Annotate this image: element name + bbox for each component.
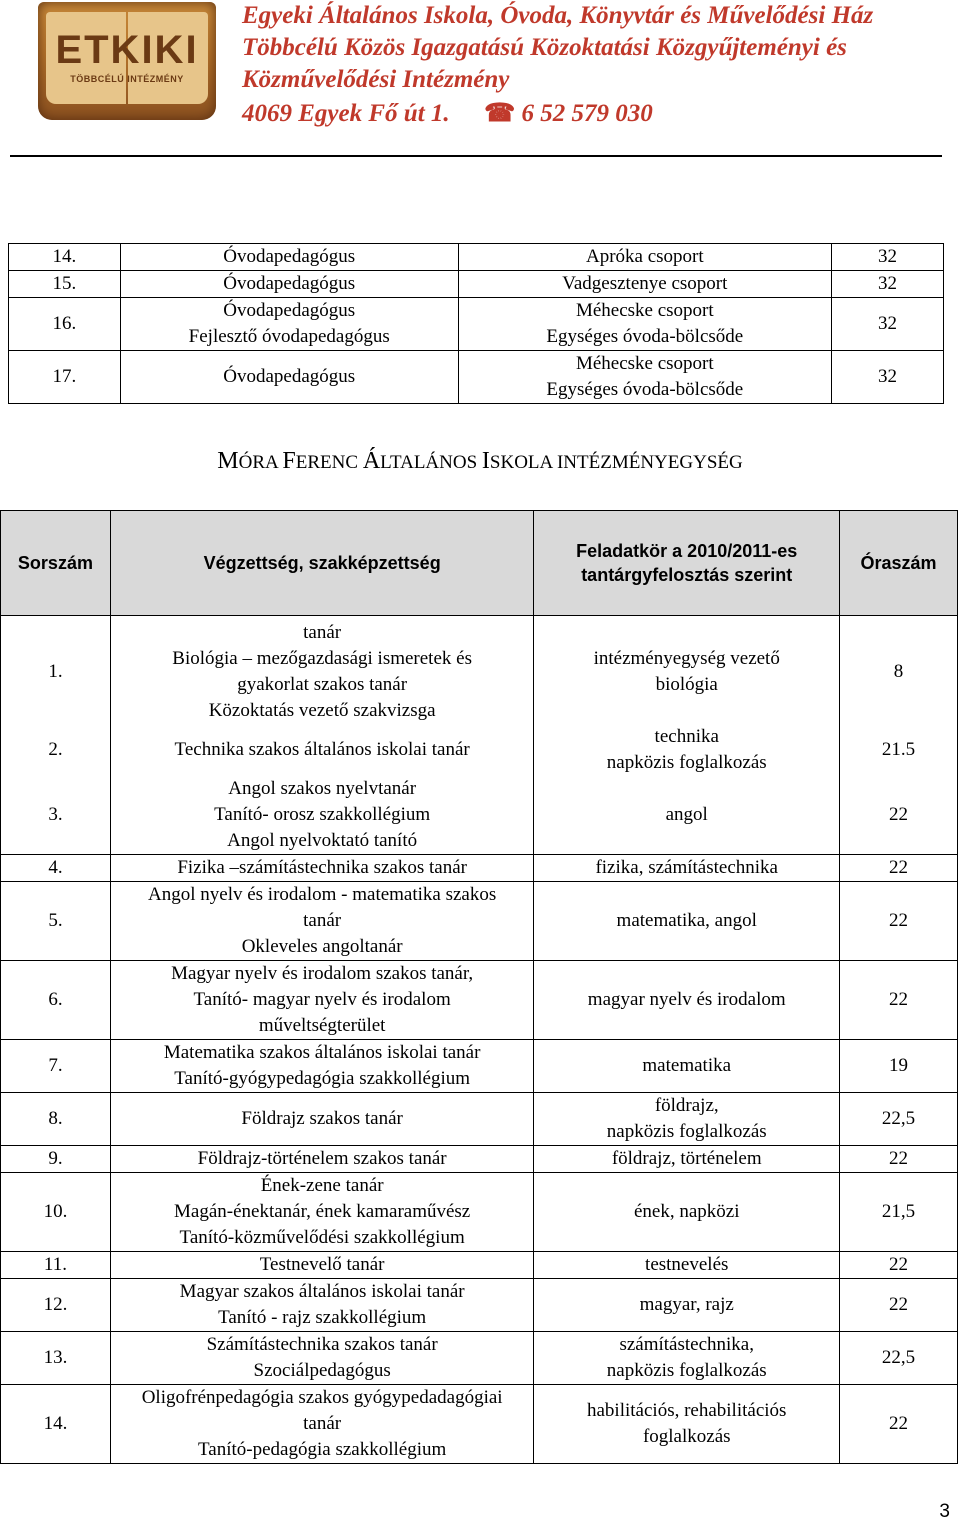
task bbox=[534, 1279, 840, 1332]
header-task: Feladatkör a 2010/2011-es tantárgyfelosztás szerint bbox=[534, 511, 840, 616]
weekly-hours: 22 bbox=[840, 855, 958, 882]
qualification-line: Fejlesztő óvodapedagógus bbox=[188, 326, 390, 347]
table-row bbox=[1, 724, 958, 776]
institution-name-line-1: Egyeki Általános Iskola, Óvoda, Könyvtár és Művelődési Ház bbox=[242, 2, 874, 29]
task-line: fizika, számítástechnika bbox=[595, 857, 778, 878]
table-row bbox=[1, 855, 958, 882]
institution-name-line-3: Közművelődési Intézmény bbox=[242, 66, 510, 93]
qualification-line: Angol nyelv és irodalom - matematika szakos tanár bbox=[148, 884, 497, 931]
task-line: számítástechnika, bbox=[619, 1334, 754, 1355]
logo-text: ETKIKI bbox=[55, 28, 199, 72]
table-row bbox=[1, 1173, 958, 1252]
task bbox=[534, 1040, 840, 1093]
task bbox=[534, 1093, 840, 1146]
row-number: 14. bbox=[1, 1385, 111, 1464]
row-number: 8. bbox=[1, 1093, 111, 1146]
task bbox=[534, 724, 840, 776]
weekly-hours: 22,5 bbox=[840, 1332, 958, 1385]
task-line: napközis foglalkozás bbox=[606, 752, 767, 773]
title-capital: F bbox=[282, 448, 296, 474]
qualification-line: Földrajz-történelem szakos tanár bbox=[197, 1148, 447, 1169]
table-row bbox=[1, 776, 958, 855]
row-number: 1. bbox=[1, 616, 111, 725]
task-line: matematika bbox=[642, 1055, 732, 1076]
row-number: 6. bbox=[1, 961, 111, 1040]
task bbox=[534, 882, 840, 961]
qualification bbox=[110, 1332, 533, 1385]
section-title bbox=[0, 448, 960, 475]
row-number: 9. bbox=[1, 1146, 111, 1173]
task bbox=[534, 961, 840, 1040]
weekly-hours: 22,5 bbox=[840, 1093, 958, 1146]
header-qualification: Végzettség, szakképzettség bbox=[110, 511, 533, 616]
table-row bbox=[1, 1093, 958, 1146]
institution-logo bbox=[38, 2, 216, 120]
header-rule bbox=[10, 155, 942, 157]
qualification bbox=[110, 616, 533, 725]
weekly-hours: 22 bbox=[840, 1279, 958, 1332]
table-row bbox=[1, 1040, 958, 1093]
qualification bbox=[110, 1146, 533, 1173]
group bbox=[458, 351, 832, 404]
qualification-line: Tanító-gyógypedagógia szakkollégium bbox=[174, 1068, 470, 1089]
weekly-hours: 8 bbox=[840, 616, 958, 725]
task bbox=[534, 616, 840, 725]
qualification bbox=[110, 882, 533, 961]
task-line: földrajz, bbox=[654, 1095, 719, 1116]
row-number: 3. bbox=[1, 776, 111, 855]
weekly-hours: 32 bbox=[832, 298, 944, 351]
row-number: 14. bbox=[9, 244, 121, 271]
qualification bbox=[110, 961, 533, 1040]
qualification-line: Közoktatás vezető szakvizsga bbox=[208, 700, 436, 721]
task-line: intézményegység vezető bbox=[593, 648, 780, 669]
qualification-line: Tanító - rajz szakkollégium bbox=[218, 1307, 427, 1328]
letterhead bbox=[0, 0, 960, 160]
task bbox=[534, 1173, 840, 1252]
weekly-hours: 32 bbox=[832, 351, 944, 404]
title-smallcaps: INTÉZMÉNYEGYSÉG bbox=[556, 452, 743, 473]
task bbox=[534, 776, 840, 855]
title-smallcaps: ÓRA bbox=[238, 452, 283, 473]
table-row bbox=[9, 298, 944, 351]
qualification bbox=[110, 1093, 533, 1146]
qualification-line: Angol szakos nyelvtanár bbox=[228, 778, 417, 799]
row-number: 12. bbox=[1, 1279, 111, 1332]
row-number: 11. bbox=[1, 1252, 111, 1279]
school-staff-table bbox=[0, 510, 958, 1464]
table-row bbox=[1, 1279, 958, 1332]
qualification bbox=[110, 1252, 533, 1279]
row-number: 17. bbox=[9, 351, 121, 404]
qualification-line: Tanító-pedagógia szakkollégium bbox=[198, 1439, 447, 1460]
task bbox=[534, 1146, 840, 1173]
group-line: Méhecske csoport bbox=[575, 353, 714, 374]
qualification-line: Matematika szakos általános iskolai tanár bbox=[163, 1042, 481, 1063]
title-capital: M bbox=[217, 448, 239, 474]
qualification bbox=[110, 1279, 533, 1332]
table-row bbox=[1, 961, 958, 1040]
group-line: Vadgesztenye csoport bbox=[562, 273, 728, 294]
row-number: 15. bbox=[9, 271, 121, 298]
table-row bbox=[1, 1252, 958, 1279]
institution-name-line-2: Többcélú Közös Igazgatású Közoktatási Közgyűjteményi és bbox=[242, 34, 847, 61]
qualification-line: Tanító- orosz szakkollégium bbox=[214, 804, 431, 825]
row-number: 13. bbox=[1, 1332, 111, 1385]
qualification-line: Tanító- magyar nyelv és irodalom műveltségterület bbox=[193, 989, 451, 1036]
task-line: technika bbox=[654, 726, 719, 747]
weekly-hours: 22 bbox=[840, 1252, 958, 1279]
task-line: magyar, rajz bbox=[639, 1294, 734, 1315]
group-line: Egységes óvoda-bölcsőde bbox=[546, 326, 744, 347]
task-line: biológia bbox=[655, 674, 718, 695]
title-capital: Á bbox=[362, 448, 381, 474]
task bbox=[534, 1385, 840, 1464]
table-row bbox=[1, 1332, 958, 1385]
header-hours: Óraszám bbox=[840, 511, 958, 616]
task-line: napközis foglalkozás bbox=[606, 1360, 767, 1381]
task-line: habilitációs, rehabilitációs foglalkozás bbox=[587, 1400, 787, 1447]
qualification-line: Óvodapedagógus bbox=[223, 246, 356, 267]
group-line: Apróka csoport bbox=[585, 246, 704, 267]
weekly-hours: 32 bbox=[832, 271, 944, 298]
row-number: 10. bbox=[1, 1173, 111, 1252]
group-line: Egységes óvoda-bölcsőde bbox=[546, 379, 744, 400]
weekly-hours: 22 bbox=[840, 961, 958, 1040]
group bbox=[458, 298, 832, 351]
qualification-line: Oligofrénpedagógia szakos gyógypedadagógiai tanár bbox=[141, 1387, 503, 1434]
title-capital: I bbox=[481, 448, 490, 474]
qualification bbox=[110, 1385, 533, 1464]
group bbox=[458, 244, 832, 271]
qualification-line: Fizika –számítástechnika szakos tanár bbox=[177, 857, 467, 878]
weekly-hours: 22 bbox=[840, 882, 958, 961]
task bbox=[534, 1252, 840, 1279]
qualification-line: Magyar nyelv és irodalom szakos tanár, bbox=[171, 963, 474, 984]
weekly-hours: 19 bbox=[840, 1040, 958, 1093]
qualification-line: Magán-énektanár, ének kamaraművész bbox=[174, 1201, 471, 1222]
row-number: 2. bbox=[1, 724, 111, 776]
qualification-line: Óvodapedagógus bbox=[223, 273, 356, 294]
qualification-line: Biológia – mezőgazdasági ismeretek és gyakorlat szakos tanár bbox=[172, 648, 472, 695]
table-row bbox=[9, 271, 944, 298]
qualification-line: Számítástechnika szakos tanár bbox=[206, 1334, 438, 1355]
title-smallcaps: ERENC bbox=[295, 452, 363, 473]
qualification-line: Okleveles angoltanár bbox=[241, 936, 403, 957]
row-number: 7. bbox=[1, 1040, 111, 1093]
qualification-line: Óvodapedagógus bbox=[223, 366, 356, 387]
qualification-line: Angol nyelvoktató tanító bbox=[227, 830, 418, 851]
qualification-line: Szociálpedagógus bbox=[253, 1360, 391, 1381]
qualification bbox=[110, 855, 533, 882]
weekly-hours: 21.5 bbox=[840, 724, 958, 776]
address-line bbox=[242, 98, 653, 130]
table-row bbox=[9, 351, 944, 404]
table-row bbox=[9, 244, 944, 271]
qualification-line: Magyar szakos általános iskolai tanár bbox=[179, 1281, 465, 1302]
qualification-line: Ének-zene tanár bbox=[260, 1175, 384, 1196]
header-number: Sorszám bbox=[1, 511, 111, 616]
task-line: angol bbox=[665, 804, 708, 825]
qualification-line: Tanító-közművelődési szakkollégium bbox=[179, 1227, 465, 1248]
qualification bbox=[120, 351, 458, 404]
task bbox=[534, 855, 840, 882]
logo-subtitle: TÖBBCÉLÚ INTÉZMÉNY bbox=[70, 74, 184, 84]
table-row bbox=[1, 1385, 958, 1464]
task bbox=[534, 1332, 840, 1385]
telephone-icon: ☎ bbox=[484, 100, 516, 127]
row-number: 5. bbox=[1, 882, 111, 961]
qualification bbox=[110, 724, 533, 776]
row-number: 4. bbox=[1, 855, 111, 882]
task-line: testnevelés bbox=[645, 1254, 729, 1275]
kindergarten-staff-table bbox=[8, 243, 944, 404]
qualification bbox=[120, 271, 458, 298]
group bbox=[458, 271, 832, 298]
row-number: 16. bbox=[9, 298, 121, 351]
weekly-hours: 22 bbox=[840, 1385, 958, 1464]
qualification-line: Testnevelő tanár bbox=[259, 1254, 385, 1275]
title-smallcaps: LTALÁNOS bbox=[380, 452, 482, 473]
qualification-line: Földrajz szakos tanár bbox=[241, 1108, 403, 1129]
qualification-line: tanár bbox=[303, 622, 342, 643]
title-smallcaps: SKOLA bbox=[489, 452, 557, 473]
address: 4069 Egyek Fő út 1. bbox=[242, 100, 450, 127]
qualification-line: Óvodapedagógus bbox=[223, 300, 356, 321]
group-line: Méhecske csoport bbox=[575, 300, 714, 321]
task-line: napközis foglalkozás bbox=[606, 1121, 767, 1142]
task-line: matematika, angol bbox=[616, 910, 757, 931]
qualification bbox=[110, 1173, 533, 1252]
phone-number: 6 52 579 030 bbox=[521, 100, 653, 127]
weekly-hours: 22 bbox=[840, 1146, 958, 1173]
task-line: földrajz, történelem bbox=[611, 1148, 762, 1169]
task-line: magyar nyelv és irodalom bbox=[587, 989, 786, 1010]
weekly-hours: 22 bbox=[840, 776, 958, 855]
table-row bbox=[1, 1146, 958, 1173]
table-row bbox=[1, 882, 958, 961]
weekly-hours: 32 bbox=[832, 244, 944, 271]
qualification bbox=[110, 776, 533, 855]
page-number: 3 bbox=[939, 1501, 950, 1522]
qualification bbox=[120, 298, 458, 351]
table-row bbox=[1, 616, 958, 725]
task-line: ének, napközi bbox=[633, 1201, 740, 1222]
qualification bbox=[110, 1040, 533, 1093]
qualification bbox=[120, 244, 458, 271]
weekly-hours: 21,5 bbox=[840, 1173, 958, 1252]
qualification-line: Technika szakos általános iskolai tanár bbox=[174, 739, 470, 760]
